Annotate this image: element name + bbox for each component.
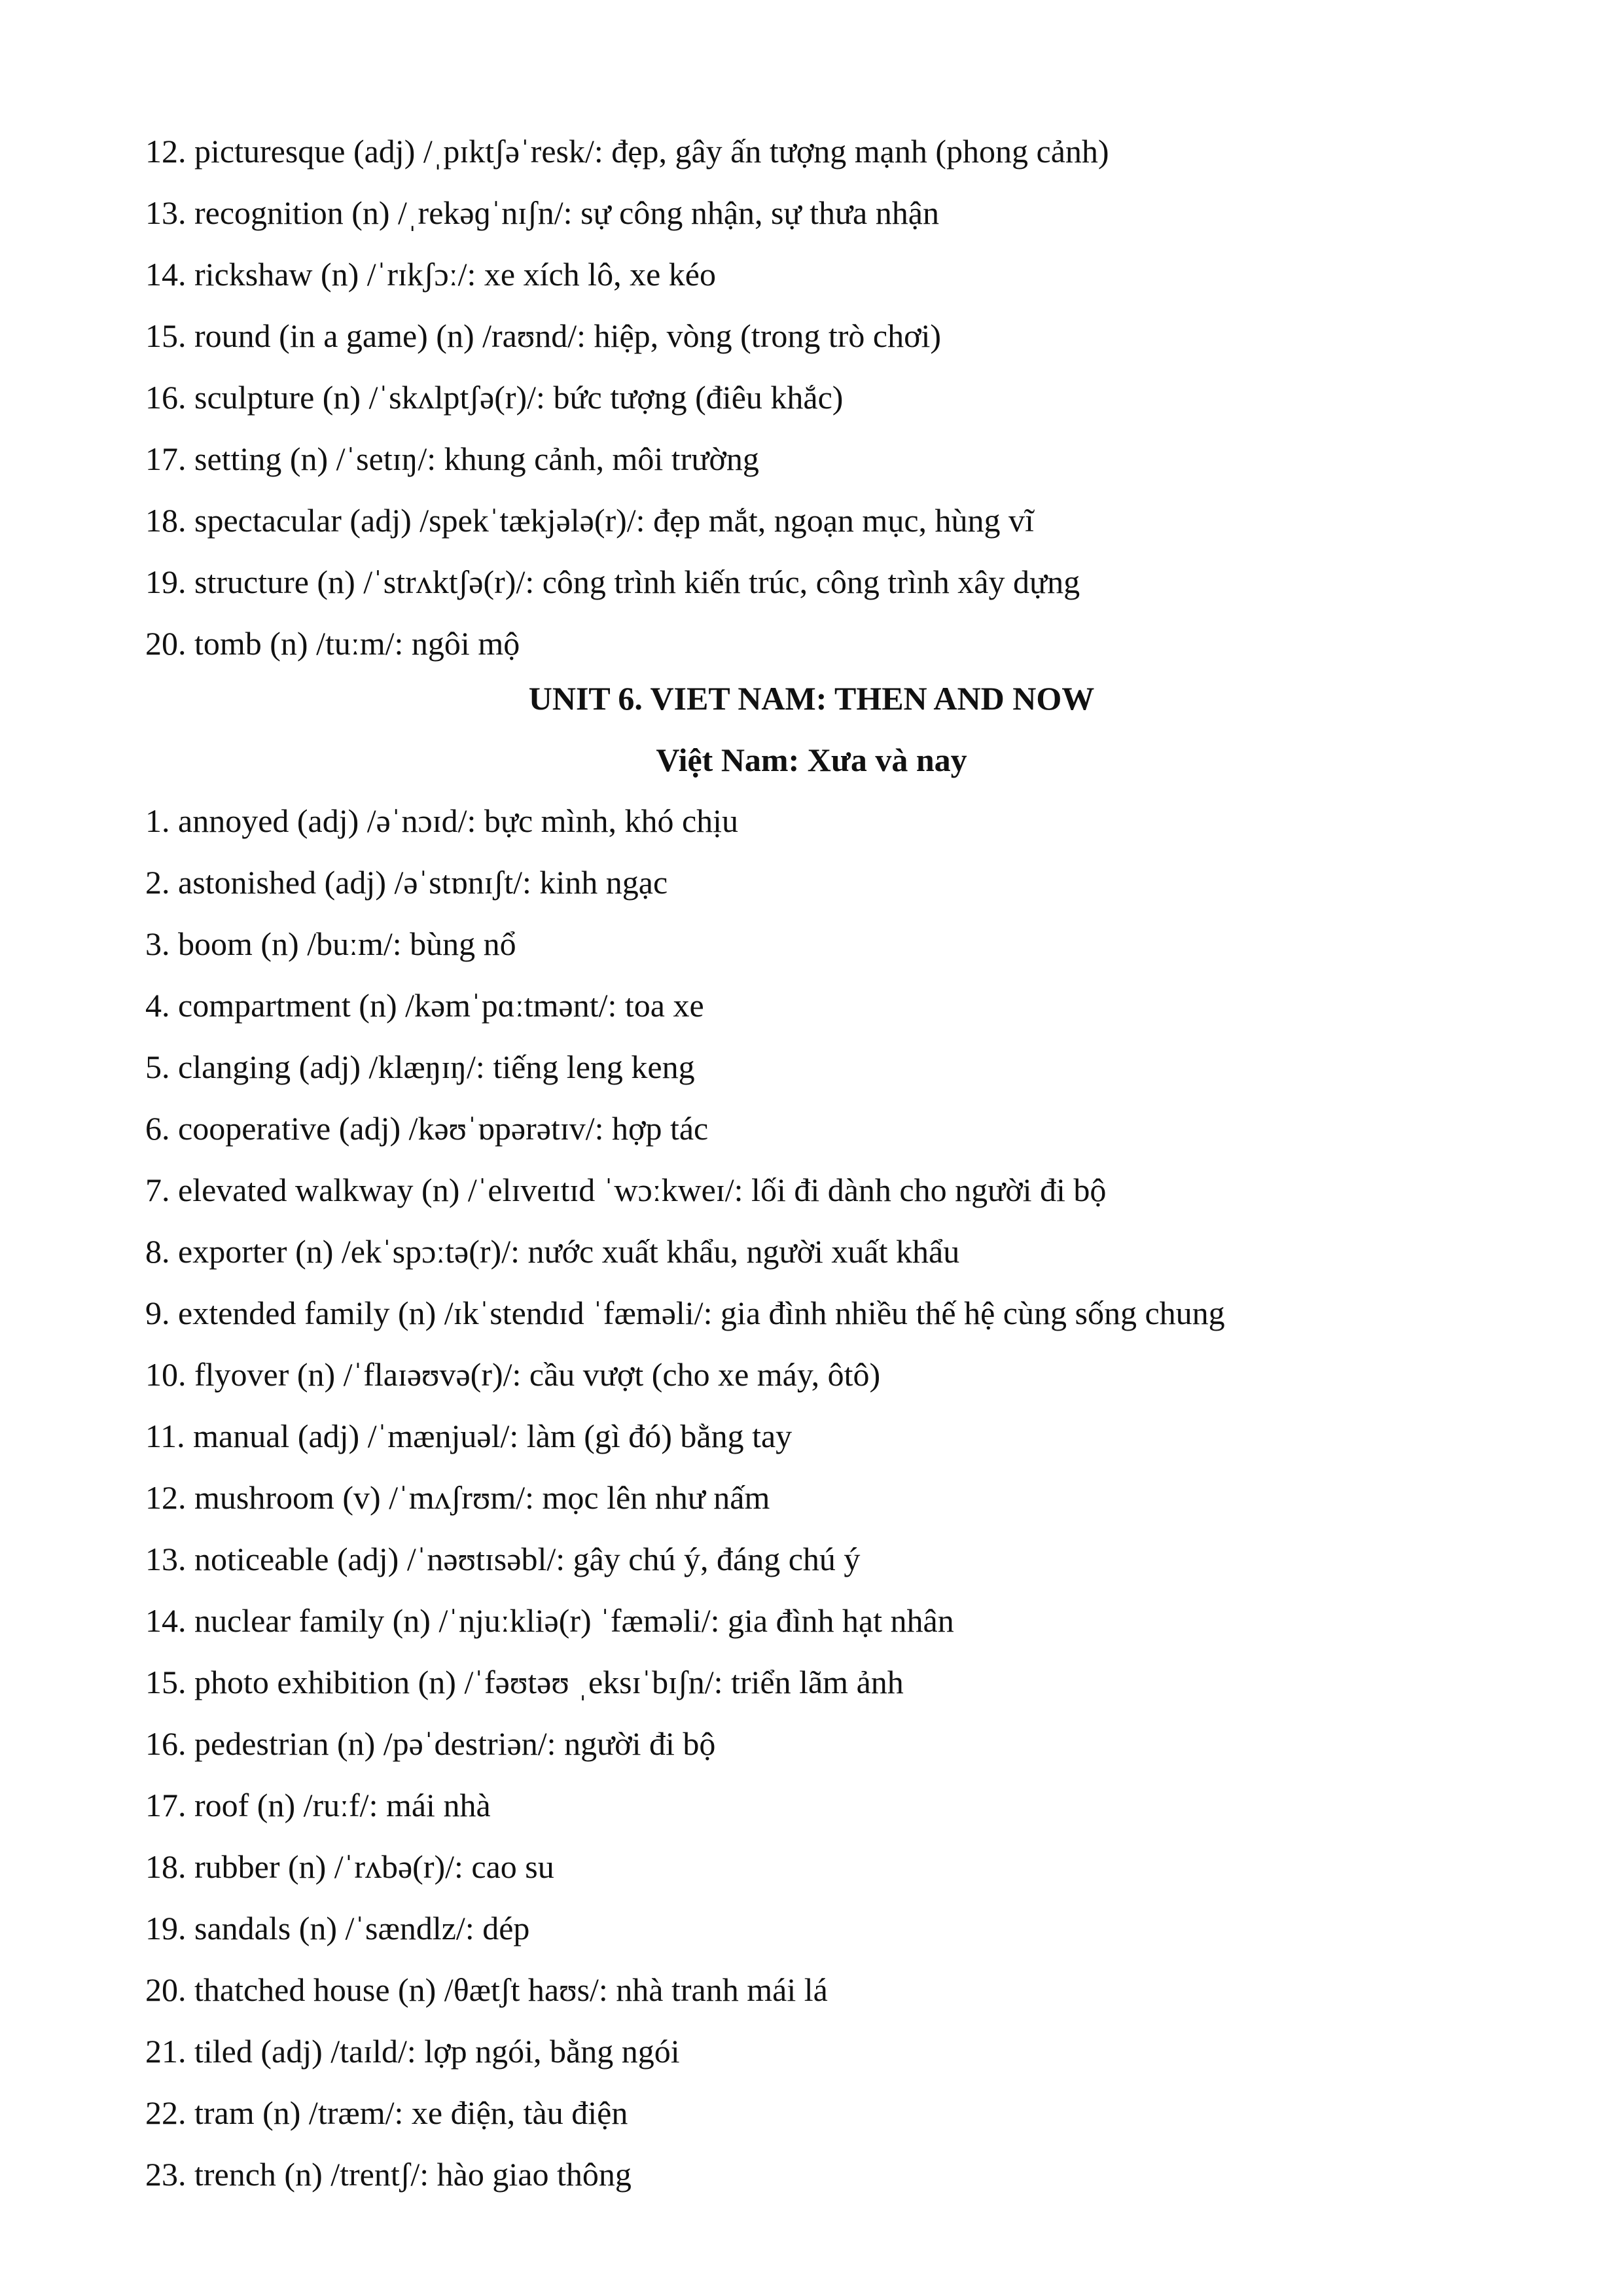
vocabulary-entry: 20. thatched house (n) /θætʃt haʊs/: nhà tranh mái lá (145, 1971, 828, 2008)
vocabulary-entry: 17. roof (n) /ruːf/: mái nhà (145, 1787, 491, 1823)
vocabulary-entry: 19. structure (n) /ˈstrʌktʃə(r)/: công trình kiến trúc, công trình xây dựng (145, 564, 1080, 600)
vocabulary-entry: 16. pedestrian (n) /pəˈdestriən/: người đi bộ (145, 1725, 716, 1762)
vocabulary-entry: 17. setting (n) /ˈsetɪŋ/: khung cảnh, môi trường (145, 440, 759, 477)
vocabulary-entry: 5. clanging (adj) /klæŋɪŋ/: tiếng leng keng (145, 1049, 695, 1085)
vocabulary-entry: 22. tram (n) /træm/: xe điện, tàu điện (145, 2094, 628, 2131)
previous-unit-vocabulary-list (145, 120, 1520, 674)
vocabulary-entry: 15. photo exhibition (n) /ˈfəʊtəʊ ˌeksɪˈbɪʃn/: triển lãm ảnh (145, 1664, 904, 1700)
unit-vocabulary-list (145, 790, 1520, 2205)
vocabulary-entry: 4. compartment (n) /kəmˈpɑːtmənt/: toa xe (145, 987, 704, 1024)
vocabulary-entry: 12. picturesque (adj) /ˌpɪktʃəˈresk/: đẹp, gây ấn tượng mạnh (phong cảnh) (145, 133, 1109, 170)
vocabulary-entry: 20. tomb (n) /tuːm/: ngôi mộ (145, 625, 520, 662)
vocabulary-entry: 12. mushroom (v) /ˈmʌʃrʊm/: mọc lên như nấm (145, 1479, 770, 1516)
vocabulary-entry: 7. elevated walkway (n) /ˈelɪveɪtɪd ˈwɔːkweɪ/: lối đi dành cho người đi bộ (145, 1172, 1107, 1208)
vocabulary-entry: 10. flyover (n) /ˈflaɪəʊvə(r)/: cầu vượt (cho xe máy, ôtô) (145, 1356, 881, 1393)
vocabulary-entry: 15. round (in a game) (n) /raʊnd/: hiệp, vòng (trong trò chơi) (145, 317, 942, 354)
vocabulary-entry: 18. spectacular (adj) /spekˈtækjələ(r)/: đẹp mắt, ngoạn mục, hùng vĩ (145, 502, 1034, 539)
unit-subtitle: Việt Nam: Xưa và nay (656, 742, 967, 778)
vocabulary-entry: 11. manual (adj) /ˈmænjuəl/: làm (gì đó) bằng tay (145, 1418, 793, 1454)
vocabulary-entry: 19. sandals (n) /ˈsændlz/: dép (145, 1910, 530, 1946)
vocabulary-entry: 2. astonished (adj) /əˈstɒnɪʃt/: kinh ngạc (145, 864, 668, 901)
vocabulary-entry: 13. noticeable (adj) /ˈnəʊtɪsəbl/: gây chú ý, đáng chú ý (145, 1541, 861, 1577)
vocabulary-entry: 6. cooperative (adj) /kəʊˈɒpərətɪv/: hợp tác (145, 1110, 709, 1147)
vocabulary-entry: 3. boom (n) /buːm/: bùng nổ (145, 925, 516, 962)
vocabulary-entry: 14. nuclear family (n) /ˈnjuːkliə(r) ˈfæməli/: gia đình hạt nhân (145, 1602, 954, 1639)
vocabulary-entry: 8. exporter (n) /ekˈspɔːtə(r)/: nước xuất khẩu, người xuất khẩu (145, 1233, 960, 1270)
vocabulary-entry: 1. annoyed (adj) /əˈnɔɪd/: bực mình, khó chịu (145, 802, 739, 839)
vocabulary-entry: 18. rubber (n) /ˈrʌbə(r)/: cao su (145, 1848, 554, 1885)
vocabulary-entry: 14. rickshaw (n) /ˈrɪkʃɔː/: xe xích lô, xe kéo (145, 256, 716, 293)
vocabulary-entry: 9. extended family (n) /ɪkˈstendɪd ˈfæməli/: gia đình nhiều thế hệ cùng sống chung (145, 1295, 1225, 1331)
vocabulary-entry: 13. recognition (n) /ˌrekəɡˈnɪʃn/: sự công nhận, sự thưa nhận (145, 194, 939, 231)
unit-title: UNIT 6. VIET NAM: THEN AND NOW (528, 680, 1095, 717)
vocabulary-entry: 21. tiled (adj) /taɪld/: lợp ngói, bằng ngói (145, 2033, 680, 2070)
vocabulary-entry: 23. trench (n) /trentʃ/: hào giao thông (145, 2156, 632, 2193)
vocabulary-entry: 16. sculpture (n) /ˈskʌlptʃə(r)/: bức tượng (điêu khắc) (145, 379, 844, 416)
